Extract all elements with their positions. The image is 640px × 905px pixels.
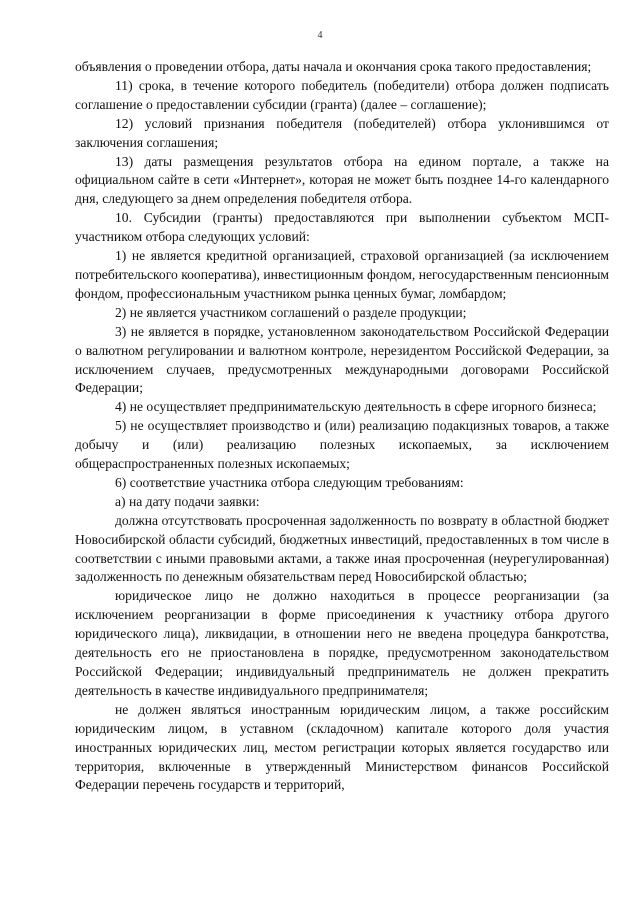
paragraph: 5) не осуществляет производство и (или) реализацию подакцизных товаров, а также добычу и (или) реализацию полезных ископаемых, за исключением общераспространенных полезных ископаемых; (75, 418, 609, 472)
paragraph: должна отсутствовать просроченная задолженность по возврату в областной бюджет Новосибирской области субсидий, бюджетных инвестиций, предоставленных в том числе в соответствии с иными правовыми актами, а также иная просроченная (неурегулированная) задолженность по денежным обязательствам перед Новосибирской областью; (75, 512, 609, 585)
paragraph: 11) срока, в течение которого победитель (победители) отбора должен подписать соглашение о предоставлении субсидии (гранта) (далее – соглашение); (75, 77, 609, 112)
paragraph: 13) даты размещения результатов отбора на едином портале, а также на официальном сайте в сети «Интернет», которая не может быть позднее 14-го календарного дня, следующего за днем определения победителя отбора. (75, 153, 609, 207)
paragraph: а) на дату подачи заявки: (115, 493, 260, 509)
paragraph: 1) не является кредитной организацией, страховой организацией (за исключением потребительского кооператива), инвестиционным фондом, негосударственным пенсионным фондом, профессиональным участником рынка ценных бумаг, ломбардом; (75, 248, 609, 301)
paragraph: 2) не является участником соглашений о разделе продукции; (115, 304, 467, 320)
paragraph: не должен являться иностранным юридическим лицом, а также российским юридическим лицом, в уставном (складочном) капитале которого доля участия иностранных юридических лиц, местом регистрации которых является государство или территория, включенные в утвержденный Министерством финансов Российской Федерации перечень государств и территорий, (75, 701, 609, 793)
page-number: 4 (317, 30, 323, 41)
paragraph: 4) не осуществляет предпринимательскую деятельность в сфере игорного бизнеса; (115, 399, 597, 415)
paragraph: 10. Субсидии (гранты) предоставляются при выполнении субъектом МСП-участником отбора следующих условий: (75, 210, 609, 245)
paragraph: 12) условий признания победителя (победителей) отбора уклонившимся от заключения соглашения; (75, 115, 609, 150)
paragraph: юридическое лицо не должно находиться в процессе реорганизации (за исключением реорганизации в форме присоединения к участнику отбора другого юридического лица), ликвидации, в отношении него не введена процедура банкротства, деятельность его не приостановлена в порядке, предусмотренном законодательством Российской Федерации; индивидуальный предприниматель не должен прекратить деятельность в качестве индивидуального предпринимателя; (75, 588, 609, 698)
paragraph: 3) не является в порядке, установленном законодательством Российской Федерации о валютном регулировании и валютном контроле, нерезидентом Российской Федерации, за исключением случаев, предусмотренных международными договорами Российской Федерации; (75, 323, 609, 396)
paragraph: 6) соответствие участника отбора следующим требованиям: (115, 474, 464, 490)
paragraph: объявления о проведении отбора, даты начала и окончания срока такого предоставления; (75, 59, 592, 74)
document-body (75, 58, 609, 795)
